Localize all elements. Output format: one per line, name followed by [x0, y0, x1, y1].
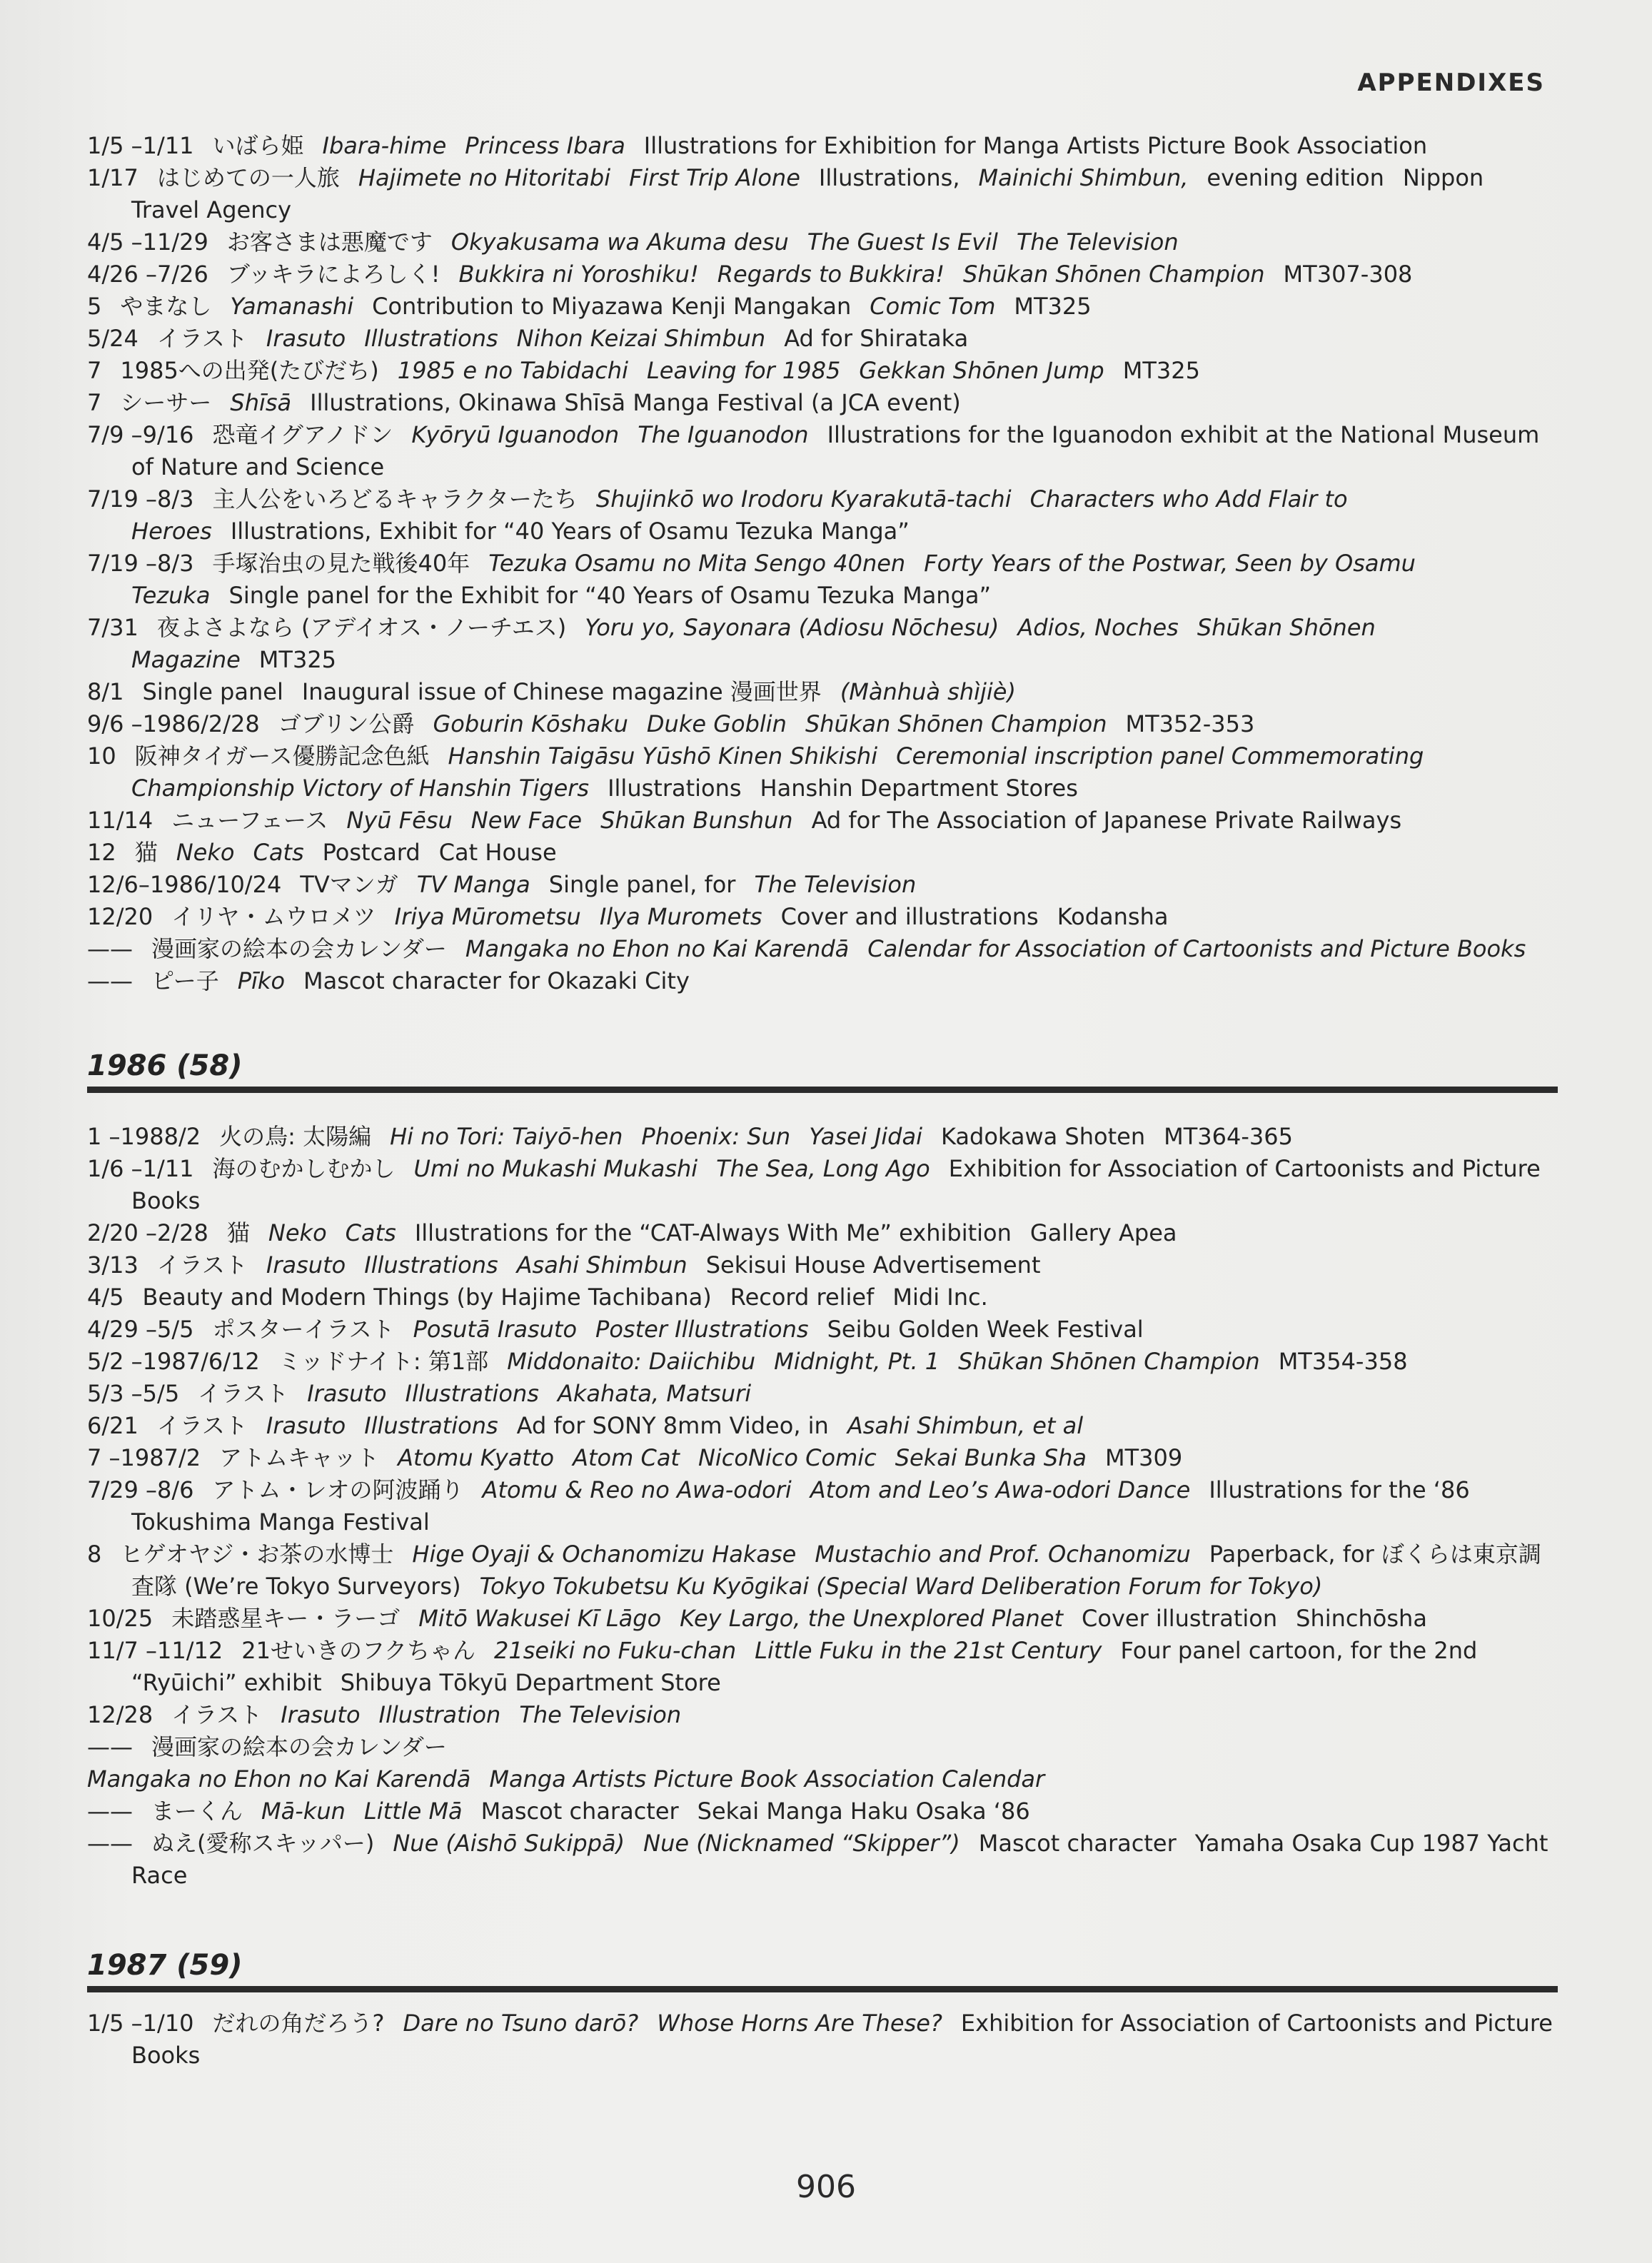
entry-field: Illustrations — [608, 775, 742, 802]
entry-field: Illustrations for the “CAT-Always With Me” exhibition — [414, 1219, 1012, 1246]
list-item — [87, 1121, 1558, 1153]
entry-field: Gekkan Shōnen Jump — [859, 357, 1104, 384]
entry-date: 5 — [87, 293, 102, 320]
entry-field: Yasei Jidai — [809, 1123, 922, 1150]
entry-field: アトムキャット — [219, 1444, 380, 1471]
entry-field: Goburin Kōshaku — [433, 710, 628, 737]
entry-date: 4/5 –11/29 — [87, 228, 208, 256]
entry-field: Cover and illustrations — [780, 903, 1039, 930]
list-item — [87, 1410, 1558, 1442]
entry-field: Illustrations for the Iguanodon exhibit at the National Museum of Nature and Science — [131, 421, 1540, 480]
entry-field: イラスト — [156, 1251, 248, 1279]
entry-field: Seibu Golden Week Festival — [827, 1316, 1144, 1343]
entry-date: 5/3 –5/5 — [87, 1380, 180, 1407]
entry-date: 7/19 –8/3 — [87, 485, 194, 513]
list-item — [87, 1828, 1558, 1892]
entry-date: 7/9 –9/16 — [87, 421, 194, 448]
entry-field: 21せいきのフクちゃん — [241, 1637, 476, 1664]
entry-field: Atom Cat — [573, 1444, 680, 1471]
entry-date: 5/2 –1987/6/12 — [87, 1348, 260, 1375]
entry-field: ぬえ(愛称スキッパー) — [151, 1830, 375, 1857]
entry-field: Inaugural issue of Chinese magazine 漫画世界 — [301, 678, 822, 705]
entry-field: Mascot character — [480, 1798, 679, 1825]
entry-field: Adios, Noches — [1017, 614, 1179, 641]
entry-field: The Guest Is Evil — [807, 228, 998, 256]
entry-date: —— — [87, 935, 133, 962]
entry-date: 12 — [87, 839, 116, 866]
entry-field: Four panel cartoon, for the 2nd “Ryūichi” exhibit — [131, 1637, 1478, 1696]
entry-date: —— — [87, 967, 133, 994]
entry-field: イラスト — [198, 1380, 289, 1407]
list-item — [87, 740, 1558, 805]
list-item — [87, 130, 1558, 162]
list-item — [87, 676, 1558, 708]
entry-field: Yoru yo, Sayonara (Adiosu Nōchesu) — [585, 614, 999, 641]
entry-field: The Sea, Long Ago — [716, 1155, 930, 1182]
entry-field: Cats — [253, 839, 304, 866]
entry-field: Sekai Manga Haku Osaka ‘86 — [697, 1798, 1030, 1825]
entry-date: 1/5 –1/10 — [87, 2010, 194, 2037]
entry-field: Ibara-hime — [322, 132, 447, 159]
entry-date: 1 –1988/2 — [87, 1123, 201, 1150]
entry-field: MT325 — [1014, 293, 1092, 320]
list-item — [87, 162, 1558, 226]
entry-date: 9/6 –1986/2/28 — [87, 710, 260, 737]
entry-field: MT364-365 — [1164, 1123, 1293, 1150]
page-number: 906 — [796, 2169, 856, 2205]
entry-field: Asahi Shimbun — [516, 1251, 688, 1279]
entry-field: Mangaka no Ehon no Kai Karendā — [465, 935, 850, 962]
entry-field: Iriya Mūrometsu — [394, 903, 581, 930]
entry-field: Kadokawa Shoten — [940, 1123, 1146, 1150]
entry-field: Irasuto — [281, 1701, 361, 1728]
entry-field: Nyū Fēsu — [346, 807, 453, 834]
entry-field: Nihon Keizai Shimbun — [516, 325, 766, 352]
entry-date: 4/5 — [87, 1284, 124, 1311]
entry-field: ピー子 — [151, 967, 219, 994]
entry-field: Illustrations for Exhibition for Manga Artists Picture Book Association — [643, 132, 1428, 159]
entry-field: Key Largo, the Unexplored Planet — [680, 1605, 1064, 1632]
entry-date: 3/13 — [87, 1251, 138, 1279]
entry-date: 7/19 –8/3 — [87, 550, 194, 577]
entry-field: Princess Ibara — [465, 132, 625, 159]
entry-date: 8/1 — [87, 678, 124, 705]
entry-field: イラスト — [156, 325, 248, 352]
entry-field: Characters who Add Flair to Heroes — [131, 485, 1348, 545]
entry-field: 未踏惑星キー・ラーゴ — [171, 1605, 401, 1632]
entry-field: The Television — [519, 1701, 682, 1728]
entry-date: 12/6–1986/10/24 — [87, 871, 282, 898]
entry-field: Shūkan Bunshun — [600, 807, 793, 834]
entry-field: Illustrations, — [818, 164, 960, 191]
entry-field: Paperback, for ぼくらは東京調査隊 (We’re Tokyo Surveyors) — [131, 1541, 1541, 1600]
entry-field: Middonaito: Daiichibu — [507, 1348, 756, 1375]
entry-field: Atom and Leo’s Awa-odori Dance — [810, 1476, 1191, 1503]
entry-date: Mangaka no Ehon no Kai Karendā — [87, 1765, 471, 1793]
entry-field: Illustrations — [405, 1380, 539, 1407]
entry-field: Illustrations — [364, 1251, 498, 1279]
entry-field: 主人公をいろどるキャラクターたち — [212, 485, 578, 513]
entry-field: Poster Illustrations — [595, 1316, 809, 1343]
list-item — [87, 1699, 1558, 1731]
entry-date: 12/28 — [87, 1701, 153, 1728]
entry-field: Irasuto — [266, 1251, 346, 1279]
entry-field: イラスト — [171, 1701, 263, 1728]
entry-field: Manga Artists Picture Book Association Calendar — [489, 1765, 1045, 1793]
entry-field: Forty Years of the Postwar, Seen by Osamu Tezuka — [131, 550, 1416, 609]
entry-field: Single panel — [142, 678, 283, 705]
entry-field: お客さまは悪魔です — [226, 228, 433, 256]
list-item — [87, 965, 1558, 997]
entry-field: Hanshin Taigāsu Yūshō Kinen Shikishi — [448, 742, 878, 770]
entry-field: 漫画家の絵本の会カレンダー — [151, 935, 447, 962]
list-item — [87, 548, 1558, 612]
entry-field: Neko — [176, 839, 235, 866]
entry-field: Mitō Wakusei Kī Lāgo — [418, 1605, 662, 1632]
entry-field: Shūkan Shōnen Magazine — [131, 614, 1376, 673]
entry-field: Shūkan Shōnen Champion — [805, 710, 1107, 737]
entry-field: Leaving for 1985 — [646, 357, 841, 384]
list-item — [87, 1378, 1558, 1410]
entry-date: 5/24 — [87, 325, 138, 352]
list-item — [87, 323, 1558, 355]
entry-field: Mainichi Shimbun, — [978, 164, 1189, 191]
entry-field: Shujinkō wo Irodoru Kyarakutā-tachi — [595, 485, 1012, 513]
entry-field: Illustrations, Exhibit for “40 Years of Osamu Tezuka Manga” — [230, 518, 910, 545]
entry-date: —— — [87, 1830, 133, 1857]
entry-field: Illustration — [378, 1701, 501, 1728]
entry-field: Nippon Travel Agency — [131, 164, 1484, 223]
entry-field: First Trip Alone — [629, 164, 800, 191]
entry-field: TV Manga — [416, 871, 530, 898]
entry-field: Asahi Shimbun, et al — [847, 1412, 1084, 1439]
entry-field: Single panel, for — [548, 871, 736, 898]
entry-field: Illustrations for the ‘86 Tokushima Manga Festival — [131, 1476, 1470, 1536]
entry-field: アトム・レオの阿波踊り — [212, 1476, 464, 1503]
entry-field: 火の鳥: 太陽編 — [219, 1123, 372, 1150]
list-item — [87, 419, 1558, 483]
entry-field: Mascot character — [978, 1830, 1177, 1857]
entry-date: 1/6 –1/11 — [87, 1155, 194, 1182]
entry-field: Single panel for the Exhibit for “40 Years of Osamu Tezuka Manga” — [228, 582, 992, 609]
entry-field: Shūkan Shōnen Champion — [958, 1348, 1260, 1375]
entry-field: いばら姫 — [212, 132, 304, 159]
entry-field: MT307-308 — [1283, 261, 1413, 288]
entry-field: Phoenix: Sun — [641, 1123, 791, 1150]
entry-field: TVマンガ — [300, 871, 398, 898]
section-heading-1987: 1987 (59) — [87, 1949, 1558, 1992]
entry-field: ゴブリン公爵 — [278, 710, 415, 737]
list-item — [87, 1314, 1558, 1346]
entry-field: The Television — [754, 871, 917, 898]
entry-field: イリヤ・ムウロメツ — [171, 903, 376, 930]
list-item — [87, 1249, 1558, 1281]
list-item — [87, 837, 1558, 869]
entry-field: Irasuto — [266, 1412, 346, 1439]
entry-field: ヒゲオヤジ・お茶の水博士 — [120, 1541, 394, 1568]
entry-field: Hanshin Department Stores — [760, 775, 1078, 802]
running-head: APPENDIXES — [1357, 69, 1545, 97]
list-item — [87, 612, 1558, 676]
entry-field: (Mànhuà shìjiè) — [840, 678, 1016, 705]
entry-field: Beauty and Modern Things (by Hajime Tachibana) — [142, 1284, 712, 1311]
list-item — [87, 1346, 1558, 1378]
entry-field: シーサー — [120, 389, 212, 416]
entry-field: Sekisui House Advertisement — [705, 1251, 1041, 1279]
entry-date: —— — [87, 1798, 133, 1825]
entry-field: Yamanashi — [230, 293, 354, 320]
entry-field: ミッドナイト: 第1部 — [278, 1348, 489, 1375]
entry-field: The Iguanodon — [638, 421, 809, 448]
entry-field: はじめての一人旅 — [156, 164, 340, 191]
list-item — [87, 1635, 1558, 1699]
entries-1985 — [87, 130, 1558, 997]
entry-date: 11/14 — [87, 807, 153, 834]
entry-field: Neko — [268, 1219, 327, 1246]
list-item — [87, 1217, 1558, 1249]
entry-field: ポスターイラスト — [212, 1316, 395, 1343]
entry-field: 恐竜イグアノドン — [212, 421, 393, 448]
list-item — [87, 1474, 1558, 1538]
entry-field: Regards to Bukkira! — [717, 261, 945, 288]
list-item — [87, 805, 1558, 837]
list-item — [87, 1442, 1558, 1474]
entry-date: 10/25 — [87, 1605, 153, 1632]
entry-field: Ad for Shirataka — [784, 325, 969, 352]
entry-field: Tezuka Osamu no Mita Sengo 40nen — [488, 550, 906, 577]
list-item — [87, 1795, 1558, 1828]
entry-field: Atomu & Reo no Awa-odori — [482, 1476, 792, 1503]
entry-field: Atomu Kyatto — [398, 1444, 555, 1471]
entry-field: Hajimete no Hitoritabi — [358, 164, 611, 191]
entry-field: MT354-358 — [1278, 1348, 1408, 1375]
entry-date: 8 — [87, 1541, 102, 1568]
entry-field: Cat House — [438, 839, 557, 866]
entry-field: Umi no Mukashi Mukashi — [413, 1155, 698, 1182]
entry-field: Kyōryū Iguanodon — [411, 421, 620, 448]
entries-1987 — [87, 2007, 1558, 2072]
entry-field: Nue (Nicknamed “Skipper”) — [643, 1830, 960, 1857]
list-item — [87, 1731, 1558, 1763]
list-item — [87, 226, 1558, 258]
list-item — [87, 1153, 1558, 1217]
entry-field: Gallery Apea — [1029, 1219, 1177, 1246]
entry-date: 7 –1987/2 — [87, 1444, 201, 1471]
entry-field: Shinchōsha — [1296, 1605, 1427, 1632]
list-item — [87, 933, 1558, 965]
entry-field: Shīsā — [230, 389, 292, 416]
list-item — [87, 387, 1558, 419]
entry-field: Exhibition for Association of Cartoonists and Picture Books — [131, 1155, 1541, 1214]
entry-field: Ad for SONY 8mm Video, in — [516, 1412, 829, 1439]
entry-date: 1/5 –1/11 — [87, 132, 194, 159]
list-item — [87, 355, 1558, 387]
entry-field: Exhibition for Association of Cartoonists and Picture Books — [131, 2010, 1553, 2069]
list-item — [87, 708, 1558, 740]
entry-field: Sekai Bunka Sha — [895, 1444, 1087, 1471]
entry-date: 10 — [87, 742, 116, 770]
entry-field: 21seiki no Fuku-chan — [494, 1637, 737, 1664]
entry-field: Illustrations — [364, 1412, 498, 1439]
entry-date: —— — [87, 1733, 133, 1760]
entry-field: MT309 — [1104, 1444, 1183, 1471]
entry-date: 1/17 — [87, 164, 138, 191]
entry-field: Mustachio and Prof. Ochanomizu — [815, 1541, 1191, 1568]
entry-date: 4/26 –7/26 — [87, 261, 208, 288]
list-item — [87, 291, 1558, 323]
entry-field: Yamaha Osaka Cup 1987 Yacht Race — [131, 1830, 1548, 1889]
entry-field: イラスト — [156, 1412, 248, 1439]
entry-field: Shūkan Shōnen Champion — [963, 261, 1265, 288]
entry-field: Whose Horns Are These? — [657, 2010, 942, 2037]
entry-field: Posutā Irasuto — [413, 1316, 578, 1343]
entry-date: 2/20 –2/28 — [87, 1219, 208, 1246]
entry-date: 7/31 — [87, 614, 138, 641]
list-item — [87, 258, 1558, 291]
entry-field: Hige Oyaji & Ochanomizu Hakase — [412, 1541, 797, 1568]
entry-field: MT352-353 — [1125, 710, 1255, 737]
entry-field: Shibuya Tōkyū Department Store — [340, 1669, 721, 1696]
section-heading-1986: 1986 (58) — [87, 1049, 1558, 1093]
entry-field: New Face — [470, 807, 583, 834]
entry-field: Illustrations — [364, 325, 498, 352]
entry-field: Mascot character for Okazaki City — [303, 967, 690, 994]
entry-field: Pīko — [237, 967, 286, 994]
entry-field: Calendar for Association of Cartoonists and Picture Books — [867, 935, 1526, 962]
list-item — [87, 869, 1558, 901]
entry-field: Midnight, Pt. 1 — [774, 1348, 940, 1375]
entry-field: Nue (Aishō Sukippā) — [393, 1830, 625, 1857]
entry-field: Midi Inc. — [892, 1284, 988, 1311]
entry-date: 7 — [87, 357, 102, 384]
entry-field: NicoNico Comic — [697, 1444, 877, 1471]
entry-field: Little Fuku in the 21st Century — [755, 1637, 1102, 1664]
entry-field: Dare no Tsuno darō? — [403, 2010, 639, 2037]
entry-field: 海のむかしむかし — [212, 1155, 396, 1182]
list-item — [87, 2007, 1558, 2072]
entry-field: まーくん — [151, 1798, 243, 1825]
entry-date: 6/21 — [87, 1412, 138, 1439]
entry-field: evening edition — [1207, 164, 1384, 191]
entry-field: Duke Goblin — [646, 710, 787, 737]
entry-field: Comic Tom — [870, 293, 996, 320]
list-item — [87, 1538, 1558, 1603]
entry-field: ブッキラによろしく! — [226, 261, 440, 288]
entry-field: ニューフェース — [171, 807, 328, 834]
entry-field: Tokyo Tokubetsu Ku Kyōgikai (Special Ward Deliberation Forum for Tokyo) — [479, 1573, 1323, 1600]
list-item — [87, 1281, 1558, 1314]
entry-field: 阪神タイガース優勝記念色紙 — [134, 742, 430, 770]
entry-field: Okyakusama wa Akuma desu — [450, 228, 789, 256]
list-item — [87, 1603, 1558, 1635]
entry-field: 1985 e no Tabidachi — [397, 357, 628, 384]
entry-field: Kodansha — [1057, 903, 1169, 930]
entry-field: Ceremonial inscription panel Commemorating Championship Victory of Hanshin Tigers — [131, 742, 1424, 802]
entry-field: Mā-kun — [261, 1798, 346, 1825]
entry-field: Record relief — [730, 1284, 875, 1311]
entry-field: Illustrations, Okinawa Shīsā Manga Festival (a JCA event) — [310, 389, 961, 416]
entry-field: Hi no Tori: Taiyō-hen — [390, 1123, 623, 1150]
entry-field: Irasuto — [307, 1380, 387, 1407]
entry-field: MT325 — [1122, 357, 1200, 384]
entry-field: 1985への出発(たびだち) — [120, 357, 379, 384]
entry-date: 7 — [87, 389, 102, 416]
entry-date: 7/29 –8/6 — [87, 1476, 194, 1503]
list-item — [87, 901, 1558, 933]
list-item — [87, 483, 1558, 548]
entry-field: 猫 — [134, 839, 158, 866]
entry-field: Ad for The Association of Japanese Private Railways — [811, 807, 1402, 834]
entry-date: 11/7 –11/12 — [87, 1637, 223, 1664]
entry-field: Irasuto — [266, 325, 346, 352]
entry-field: Cats — [345, 1219, 396, 1246]
entry-field: Ilya Muromets — [599, 903, 762, 930]
entry-field: Contribution to Miyazawa Kenji Mangakan — [372, 293, 852, 320]
entry-field: 漫画家の絵本の会カレンダー — [151, 1733, 447, 1760]
entry-field: Cover illustration — [1082, 1605, 1278, 1632]
entry-date: 12/20 — [87, 903, 153, 930]
entry-field: だれの角だろう? — [212, 2010, 385, 2037]
entry-field: MT325 — [258, 646, 337, 673]
entry-field: The Television — [1016, 228, 1179, 256]
entry-field: 猫 — [226, 1219, 250, 1246]
entries-1986 — [87, 1121, 1558, 1892]
entry-field: Postcard — [322, 839, 420, 866]
entry-field: Akahata, Matsuri — [557, 1380, 752, 1407]
entry-field: Little Mā — [363, 1798, 463, 1825]
entry-field: 夜よさよなら (アデイオス・ノーチエス) — [156, 614, 567, 641]
entry-date: 4/29 –5/5 — [87, 1316, 194, 1343]
list-item — [87, 1763, 1558, 1795]
entry-field: 手塚治虫の見た戦後40年 — [212, 550, 470, 577]
entry-field: Bukkira ni Yoroshiku! — [458, 261, 699, 288]
entry-field: やまなし — [120, 293, 212, 320]
